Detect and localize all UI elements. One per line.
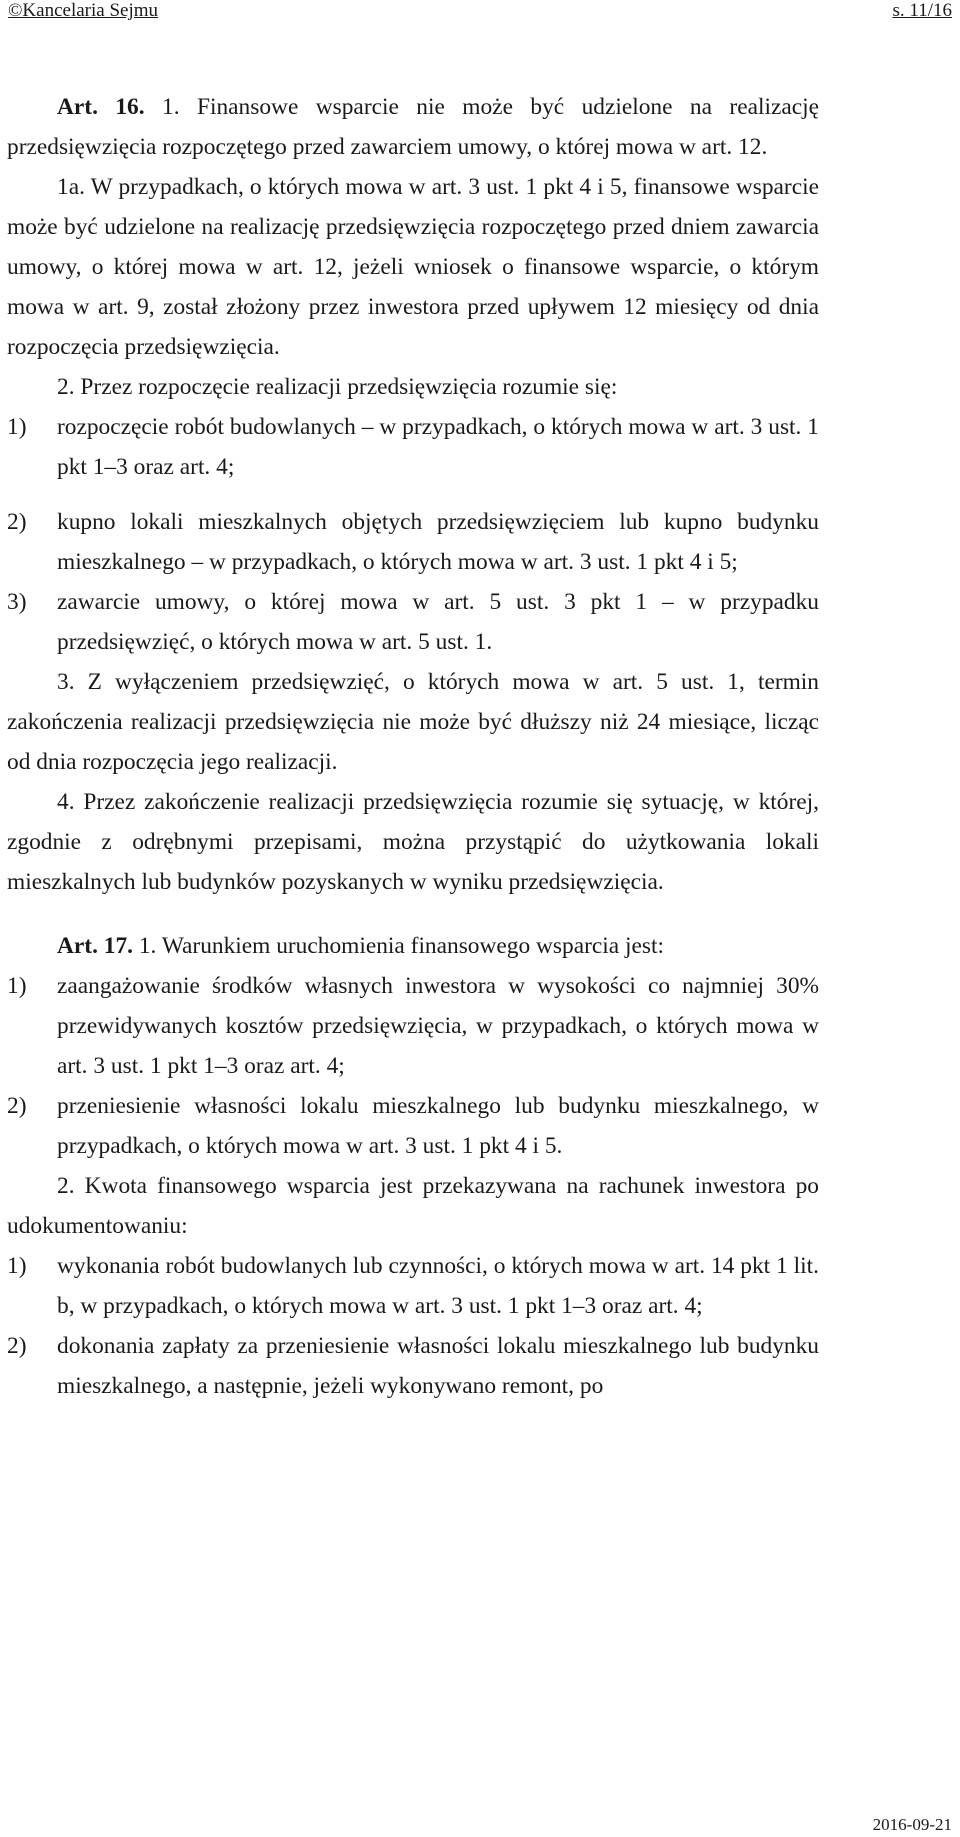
header-publisher: ©Kancelaria Sejmu [8,0,159,21]
art17-label: Art. 17. [57,933,133,959]
list-number: 2) [7,509,27,535]
art16-ust3: 3. Z wyłączeniem przedsięwzięć, o których mowa w art. 5 ust. 1, termin zakończenia realizacji przedsięwzięcia nie może być dłuższy niż 24 miesiące, licząc od dnia rozpoczęcia jego realizacji. [7,669,819,775]
art16-ust2-item-1 [7,407,819,487]
list-number: 3) [7,589,27,615]
art16-ust1a: 1a. W przypadkach, o których mowa w art. 3 ust. 1 pkt 4 i 5, finansowe wsparcie może być udzielone na realizację przedsięwzięcia rozpoczętego przed dniem zawarcia umowy, o której mowa w art. 12, jeżeli wniosek o finansowe wsparcie, o którym mowa w art. 9, został złożony przez inwestora przed upływem 12 miesięcy od dnia rozpoczęcia przedsięwzięcia. [7,174,819,360]
list-number: 1) [7,973,27,999]
art17-ust1 [7,926,819,966]
art17-ust1-item-1 [7,966,819,1086]
list-text: zaangażowanie środków własnych inwestora w wysokości co najmniej 30% przewidywanych kosztów przedsięwzięcia, w przypadkach, o których mowa w art. 3 ust. 1 pkt 1–3 oraz art. 4; [57,973,819,1079]
list-text: zawarcie umowy, o której mowa w art. 5 ust. 3 pkt 1 – w przypadku przedsięwzięć, o których mowa w art. 5 ust. 1. [57,589,819,655]
art16-ust1 [7,87,819,167]
list-text: dokonania zapłaty za przeniesienie własności lokalu mieszkalnego lub budynku mieszkalnego, a następnie, jeżeli wykonywano remont, po [57,1333,819,1399]
list-number: 2) [7,1333,27,1359]
art17-ust1-text: 1. Warunkiem uruchomienia finansowego wsparcia jest: [133,933,664,959]
art17-ust1-item-2 [7,1086,819,1166]
art16-ust2-item-3 [7,582,819,662]
art16-label: Art. 16. [57,94,145,120]
list-text: rozpoczęcie robót budowlanych – w przypadkach, o których mowa w art. 3 ust. 1 pkt 1–3 oraz art. 4; [57,414,819,480]
art17-ust2: 2. Kwota finansowego wsparcia jest przekazywana na rachunek inwestora po udokumentowaniu: [7,1173,819,1239]
list-number: 1) [7,1253,27,1279]
header-page-number: s. 11/16 [892,0,952,21]
art17-ust2-item-1 [7,1246,819,1326]
art16-ust1-text: 1. Finansowe wsparcie nie może być udzielone na realizację przedsięwzięcia rozpoczętego przed zawarciem umowy, o której mowa w art. 12. [7,94,819,160]
footer-date: 2016-09-21 [872,1815,952,1834]
document-body [7,87,819,1406]
list-number: 2) [7,1093,27,1119]
art17-ust2-item-2 [7,1326,819,1406]
list-text: wykonania robót budowlanych lub czynności, o których mowa w art. 14 pkt 1 lit. b, w przypadkach, o których mowa w art. 3 ust. 1 pkt 1–3 oraz art. 4; [57,1253,819,1319]
art16-ust2-item-2 [7,502,819,582]
list-text: kupno lokali mieszkalnych objętych przedsięwzięciem lub kupno budynku mieszkalnego – w przypadkach, o których mowa w art. 3 ust. 1 pkt 4 i 5; [57,509,819,575]
art16-ust2: 2. Przez rozpoczęcie realizacji przedsięwzięcia rozumie się: [57,374,618,400]
list-number: 1) [7,414,27,440]
list-text: przeniesienie własności lokalu mieszkalnego lub budynku mieszkalnego, w przypadkach, o których mowa w art. 3 ust. 1 pkt 4 i 5. [57,1093,819,1159]
art16-ust4: 4. Przez zakończenie realizacji przedsięwzięcia rozumie się sytuację, w której, zgodnie z odrębnymi przepisami, można przystąpić do użytkowania lokali mieszkalnych lub budynków pozyskanych w wyniku przedsięwzięcia. [7,789,819,895]
